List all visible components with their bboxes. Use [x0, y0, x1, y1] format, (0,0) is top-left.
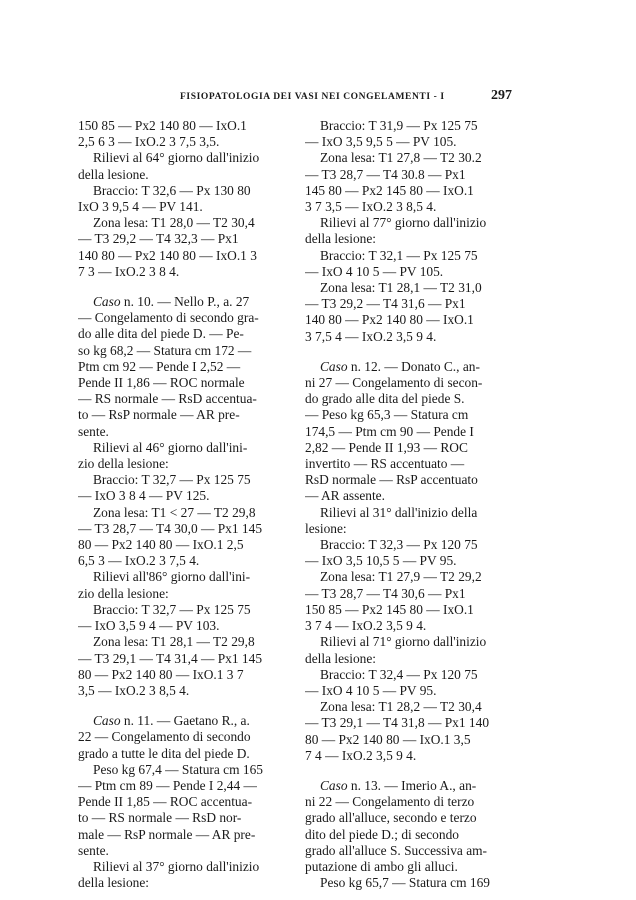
text-line: to — RS normale — RsD nor-	[78, 810, 242, 826]
text-line: — T3 28,7 — T4 30.8 — Px1	[305, 166, 466, 182]
case-label: Caso	[320, 358, 348, 374]
paragraph	[305, 359, 517, 505]
case-label: Caso	[320, 777, 348, 793]
case-heading-text: n. 12. — Donato C., an-	[347, 358, 480, 374]
text-line: Braccio: T 32,1 — Px 125 75	[320, 247, 478, 263]
text-line: 140 80 — Px2 140 80 — IxO.1	[305, 312, 474, 328]
paragraph	[305, 778, 517, 875]
text-line: zio della lesione:	[78, 456, 169, 472]
paragraph	[78, 150, 290, 182]
text-line: 140 80 — Px2 140 80 — IxO.1 3	[78, 247, 257, 263]
text-line: putazione di ambo gli alluci.	[305, 858, 458, 874]
text-line: Braccio: T 32,7 — Px 125 75	[93, 472, 251, 488]
text-line: 145 80 — Px2 145 80 — IxO.1	[305, 182, 474, 198]
case-label: Caso	[93, 713, 121, 729]
text-line: — IxO 3,5 9,5 5 — PV 105.	[305, 134, 457, 150]
text-line: 7 4 — IxO.2 3,5 9 4.	[305, 747, 417, 763]
text-line: Zona lesa: T1 28,1 — T2 31,0	[320, 280, 482, 296]
text-line: della lesione:	[305, 650, 377, 666]
text-line: — T3 29,2 — T4 32,3 — Px1	[78, 231, 239, 247]
text-line: 80 — Px2 140 80 — IxO.1 3,5	[305, 731, 471, 747]
text-line: — RS normale — RsD accentua-	[78, 391, 257, 407]
text-line: Zona lesa: T1 28,2 — T2 30,4	[320, 699, 482, 715]
text-line: — T3 28,7 — T4 30,6 — Px1	[305, 585, 466, 601]
text-line	[305, 359, 517, 375]
text-line: Rilievi al 64° giorno dall'inizio	[93, 150, 260, 166]
text-line: Zona lesa: T1 28,1 — T2 29,8	[93, 634, 255, 650]
text-line: 3 7 4 — IxO.2 3,5 9 4.	[305, 618, 427, 634]
paragraph	[305, 634, 517, 666]
text-line: — IxO 3,5 10,5 5 — PV 95.	[305, 553, 457, 569]
text-line: 6,5 3 — IxO.2 3 7,5 4.	[78, 553, 200, 569]
text-line: 150 85 — Px2 140 80 — IxO.1	[78, 118, 247, 133]
text-line: ni 22 — Congelamento di terzo	[305, 794, 475, 810]
text-line: — T3 29,2 — T4 31,6 — Px1	[305, 296, 466, 312]
text-line: — T3 29,1 — T4 31,4 — Px1 145	[78, 650, 263, 666]
running-head: FISIOPATOLOGIA DEI VASI NEI CONGELAMENTI - I	[180, 92, 445, 102]
text-line: della lesione:	[78, 875, 150, 891]
paragraph	[305, 215, 517, 247]
paragraph	[78, 602, 290, 634]
paragraph	[78, 215, 290, 280]
text-line: grado all'alluce S. Successiva am-	[305, 842, 488, 858]
case-label: Caso	[93, 294, 121, 310]
paragraph	[78, 118, 290, 150]
case-heading-text: n. 10. — Nello P., a. 27	[120, 294, 250, 310]
paragraph	[78, 713, 290, 762]
text-line: — T3 28,7 — T4 30,0 — Px1 145	[78, 520, 263, 536]
text-line: — IxO 3,5 9 4 — PV 103.	[78, 618, 220, 634]
paragraph	[305, 150, 517, 215]
text-line: RsD normale — RsP accentuato	[305, 472, 478, 488]
text-line: IxO 3 9,5 4 — PV 141.	[78, 199, 203, 215]
paragraph	[305, 505, 517, 537]
paragraph	[305, 569, 517, 634]
text-line: — AR assente.	[305, 488, 385, 504]
text-line: invertito — RS accentuato —	[305, 456, 465, 472]
paragraph	[305, 667, 517, 699]
text-line: Rilievi al 31° dall'inizio della	[320, 504, 478, 520]
text-line: Pende II 1,86 — ROC normale	[78, 375, 245, 391]
text-line: Rilievi al 77° giorno dall'inizio	[320, 215, 487, 231]
paragraph	[305, 699, 517, 764]
text-line: della lesione:	[305, 231, 377, 247]
text-line: Rilievi al 71° giorno dall'inizio	[320, 634, 487, 650]
text-line: — IxO 4 10 5 — PV 105.	[305, 263, 444, 279]
text-line: 174,5 — Ptm cm 90 — Pende I	[305, 423, 474, 439]
paragraph	[305, 248, 517, 280]
text-line: sente.	[78, 842, 109, 858]
text-line: — IxO 3 8 4 — PV 125.	[78, 488, 210, 504]
text-line: 3,5 — IxO.2 3 8,5 4.	[78, 682, 190, 698]
text-line: sente.	[78, 423, 109, 439]
text-line: 3 7,5 4 — IxO.2 3,5 9 4.	[305, 328, 437, 344]
text-line: Zona lesa: T1 28,0 — T2 30,4	[93, 215, 255, 231]
text-line: 7 3 — IxO.2 3 8 4.	[78, 263, 180, 279]
text-line: — Peso kg 65,3 — Statura cm	[305, 407, 469, 423]
paragraph	[78, 440, 290, 472]
text-line: — Ptm cm 89 — Pende I 2,44 —	[78, 777, 257, 793]
text-line: Braccio: T 32,6 — Px 130 80	[93, 182, 251, 198]
page-number: 297	[491, 88, 512, 103]
text-line	[305, 778, 517, 794]
text-line: Rilievi all'86° giorno dall'ini-	[93, 569, 251, 585]
text-line: Pende II 1,85 — ROC accentua-	[78, 794, 253, 810]
text-line: lesione:	[305, 520, 347, 536]
text-line: Zona lesa: T1 27,9 — T2 29,2	[320, 569, 482, 585]
paragraph	[78, 183, 290, 215]
paragraph	[78, 762, 290, 859]
text-line: grado a tutte le dita del piede D.	[78, 745, 250, 761]
text-line: 80 — Px2 140 80 — IxO.1 3 7	[78, 666, 244, 682]
text-line: 80 — Px2 140 80 — IxO.1 2,5	[78, 537, 244, 553]
text-line: 2,5 6 3 — IxO.2 3 7,5 3,5.	[78, 134, 220, 150]
text-line: Peso kg 67,4 — Statura cm 165	[93, 761, 263, 777]
text-line: male — RsP normale — AR pre-	[78, 826, 256, 842]
text-line: — Congelamento di secondo gra-	[78, 310, 259, 326]
text-line: grado all'alluce, secondo e terzo	[305, 810, 477, 826]
paragraph	[305, 280, 517, 345]
text-line: — T3 29,1 — T4 31,8 — Px1 140	[305, 715, 490, 731]
case-heading-text: n. 13. — Imerio A., an-	[347, 777, 477, 793]
paragraph	[305, 118, 517, 150]
text-line: Rilievi al 46° giorno dall'ini-	[93, 439, 248, 455]
left-column	[78, 118, 290, 891]
paragraph	[78, 569, 290, 601]
text-line: Ptm cm 92 — Pende I 2,52 —	[78, 358, 241, 374]
paragraph	[305, 875, 517, 891]
case-heading-text: n. 11. — Gaetano R., a.	[120, 713, 250, 729]
text-line: 22 — Congelamento di secondo	[78, 729, 251, 745]
text-line	[78, 713, 290, 729]
text-line: Rilievi al 37° giorno dall'inizio	[93, 858, 260, 874]
text-line: — IxO 4 10 5 — PV 95.	[305, 682, 437, 698]
paragraph	[78, 472, 290, 504]
text-line: ni 27 — Congelamento di secon-	[305, 375, 483, 391]
paragraph	[78, 294, 290, 440]
text-line: 150 85 — Px2 145 80 — IxO.1	[305, 601, 474, 617]
text-line: della lesione.	[78, 166, 149, 182]
text-line: Zona lesa: T1 < 27 — T2 29,8	[93, 504, 256, 520]
text-line: so kg 68,2 — Statura cm 172 —	[78, 342, 252, 358]
paragraph	[305, 537, 517, 569]
paragraph	[78, 634, 290, 699]
text-line: do alle dita del piede D. — Pe-	[78, 326, 244, 342]
text-line: Braccio: T 31,9 — Px 125 75	[320, 118, 478, 133]
text-line: Peso kg 65,7 — Statura cm 169	[320, 875, 490, 891]
text-line: Braccio: T 32,4 — Px 120 75	[320, 666, 478, 682]
right-column	[305, 118, 517, 891]
paragraph	[78, 859, 290, 891]
text-line: zio della lesione:	[78, 585, 169, 601]
text-line: 2,82 — Pende II 1,93 — ROC	[305, 439, 468, 455]
text-line: to — RsP normale — AR pre-	[78, 407, 240, 423]
text-line	[78, 294, 290, 310]
text-line: do grado alle dita del piede S.	[305, 391, 465, 407]
text-line: Braccio: T 32,3 — Px 120 75	[320, 537, 478, 553]
text-line: Zona lesa: T1 27,8 — T2 30.2	[320, 150, 482, 166]
text-line: 3 7 3,5 — IxO.2 3 8,5 4.	[305, 199, 437, 215]
paragraph	[78, 505, 290, 570]
page-header	[80, 88, 512, 108]
text-line: dito del piede D.; di secondo	[305, 826, 459, 842]
text-line: Braccio: T 32,7 — Px 125 75	[93, 601, 251, 617]
